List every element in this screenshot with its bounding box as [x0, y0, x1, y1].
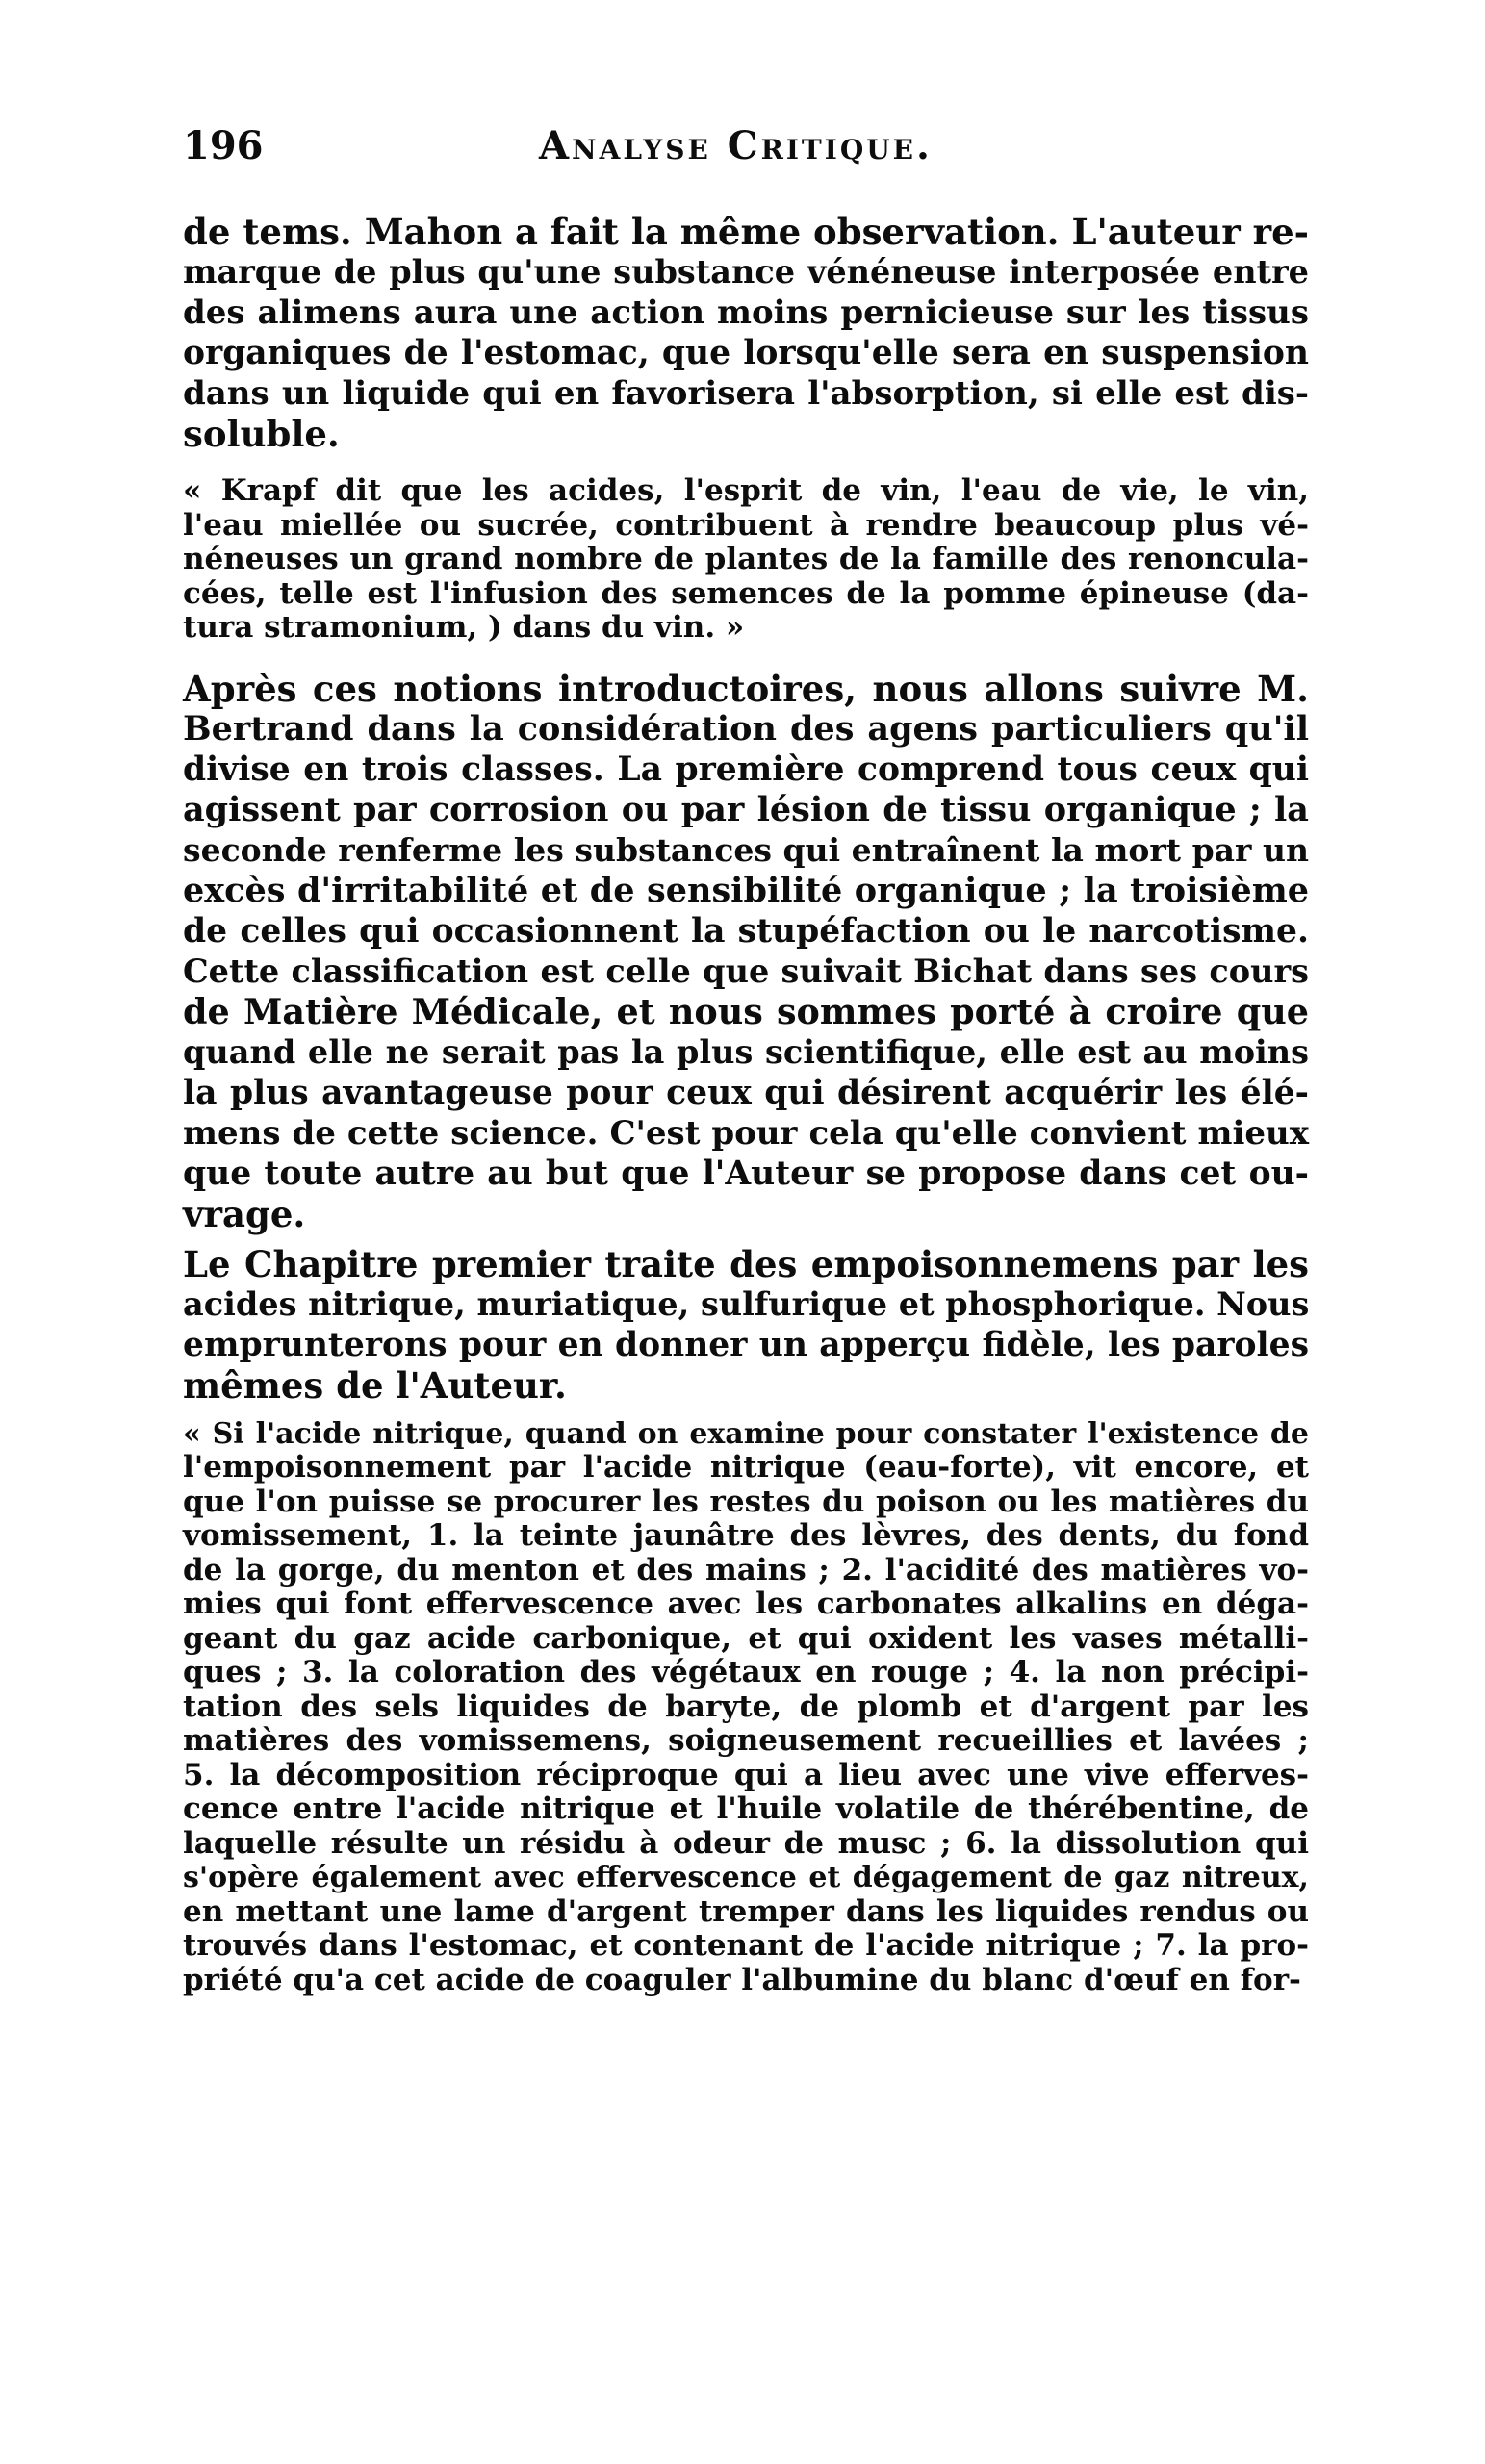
body-text [183, 212, 1309, 1997]
text-line: trouvés dans l'estomac, et contenant de l'acide nitrique ; 7. la pro- [183, 1928, 1309, 1963]
text-line: acides nitrique, muriatique, sulfurique et phosphorique. Nous [183, 1284, 1310, 1323]
text-line: que l'on puisse se procurer les restes du poison ou les matières du [183, 1484, 1309, 1519]
text-line: emprunterons pour en donner un apperçu fidèle, les paroles [183, 1325, 1309, 1364]
text-line: divise en trois classes. La première comprend tous ceux qui [183, 749, 1309, 789]
text-line: agissent par corrosion ou par lésion de tissu organique ; la [183, 789, 1309, 829]
text-line: ques ; 3. la coloration des végétaux en rouge ; 4. la non précipi- [183, 1655, 1309, 1689]
text-line: en mettant une lame d'argent tremper dans les liquides rendus ou [183, 1893, 1309, 1929]
text-line: marque de plus qu'une substance vénéneuse interposée entre [183, 253, 1309, 291]
text-line: l'eau miellée ou sucrée, contribuent à rendre beaucoup plus vé- [183, 507, 1309, 543]
text-line: Cette classification est celle que suivait Bichat dans ses cours [183, 952, 1309, 990]
text-line: dans un liquide qui en favorisera l'absorption, si elle est dis- [183, 374, 1309, 413]
text-line: vrage. [183, 1192, 306, 1235]
paragraph [183, 669, 1309, 1234]
text-line: 5. la décomposition réciproque qui a lieu avec une vive efferves- [183, 1757, 1309, 1792]
text-line: soluble. [183, 413, 340, 455]
text-line: mies qui font effervescence avec les carbonates alkalins en déga- [183, 1587, 1309, 1621]
quotation [183, 1417, 1309, 1998]
text-line: Bertrand dans la considération des agens particuliers qu'il [183, 708, 1309, 749]
running-title: Analyse Critique. [539, 123, 933, 168]
text-line: des alimens aura une action moins pernicieuse sur les tissus [183, 293, 1309, 332]
text-line: Le Chapitre premier traite des empoisonnemens par les [183, 1242, 1309, 1285]
text-line: priété qu'a cet acide de coaguler l'albumine du blanc d'œuf en for- [183, 1962, 1301, 1997]
text-line: mens de cette science. C'est pour cela qu'elle convient mieux [183, 1113, 1309, 1153]
text-line: l'empoisonnement par l'acide nitrique (eau-forte), vit encore, et [183, 1450, 1309, 1485]
text-line: seconde renferme les substances qui entraînent la mort par un [183, 830, 1309, 869]
text-line: matières des vomissemens, soigneusement recueillies et lavées ; [183, 1723, 1309, 1758]
text-line: geant du gaz acide carbonique, et qui oxident les vases métalli- [183, 1620, 1309, 1656]
text-line: excès d'irritabilité et de sensibilité organique ; la troisième [183, 870, 1309, 910]
text-line: tation des sels liquides de baryte, de plomb et d'argent par les [183, 1689, 1309, 1724]
paragraph [183, 212, 1309, 454]
text-line: de tems. Mahon a fait la même observation. L'auteur re- [183, 211, 1309, 253]
text-line: tura stramonium, ) dans du vin. » [183, 610, 745, 645]
text-line: vomissement, 1. la teinte jaunâtre des lèvres, des dents, du fond [183, 1518, 1309, 1553]
text-line: Après ces notions introductoires, nous allons suivre M. [183, 667, 1309, 710]
text-line: « Krapf dit que les acides, l'esprit de vin, l'eau de vie, le vin, [183, 473, 1309, 508]
text-line: cées, telle est l'infusion des semences de la pomme épineuse (da- [183, 575, 1309, 611]
text-line: s'opère également avec effervescence et dégagement de gaz nitreux, [183, 1861, 1309, 1894]
text-line: quand elle ne serait pas la plus scientifique, elle est au moins [183, 1032, 1309, 1071]
page-number: 196 [183, 123, 264, 168]
text-line: de celles qui occasionnent la stupéfaction ou le narcotisme. [183, 911, 1309, 951]
text-line: cence entre l'acide nitrique et l'huile volatile de thérébentine, de [183, 1791, 1309, 1826]
text-line: néneuses un grand nombre de plantes de la famille des renoncula- [183, 542, 1309, 576]
paragraph [183, 1244, 1309, 1406]
text-line: de la gorge, du menton et des mains ; 2. l'acidité des matières vo- [183, 1552, 1309, 1588]
page-header [183, 123, 1309, 181]
text-line: mêmes de l'Auteur. [183, 1363, 567, 1407]
text-line: organiques de l'estomac, que lorsqu'elle sera en suspension [183, 334, 1309, 372]
quotation [183, 474, 1309, 646]
text-line: que toute autre au but que l'Auteur se propose dans cet ou- [183, 1154, 1309, 1193]
text-line: de Matière Médicale, et nous sommes porté à croire que [183, 990, 1309, 1032]
text-line: laquelle résulte un résidu à odeur de musc ; 6. la dissolution qui [183, 1825, 1309, 1861]
text-line: « Si l'acide nitrique, quand on examine pour constater l'existence de [183, 1416, 1309, 1451]
text-line: la plus avantageuse pour ceux qui désirent acquérir les élé- [183, 1073, 1309, 1112]
